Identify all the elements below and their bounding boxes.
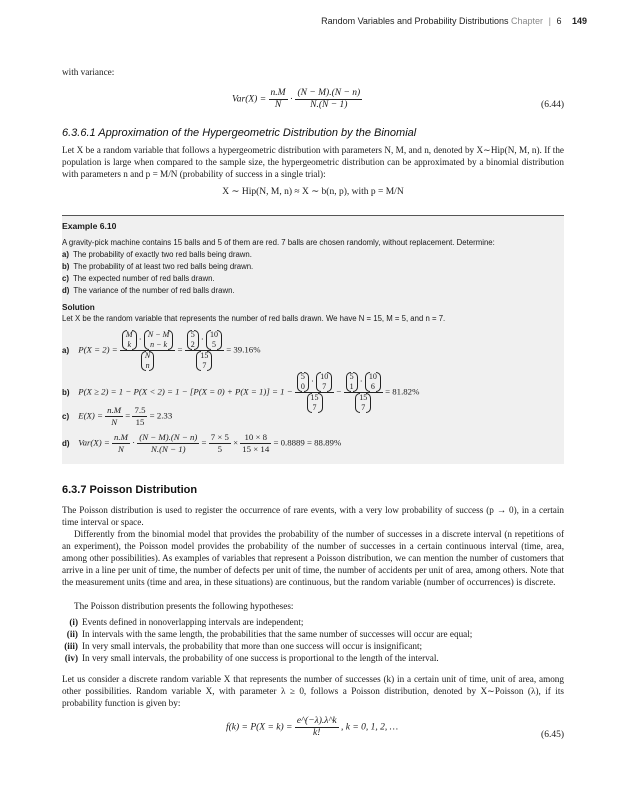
- eq645-lhs: f(k) = P(X = k) =: [226, 722, 293, 733]
- binom-bottom: k: [127, 340, 131, 349]
- binom: [307, 393, 323, 413]
- example-item: [62, 262, 253, 271]
- frac-num: n.M: [114, 432, 128, 442]
- solution-d: [62, 432, 341, 455]
- sol-b-expression: P(X ≥ 2) = 1 − P(X < 2) = 1 − [P(X = 0) + P(X = 1)] = 1 −: [78, 386, 293, 397]
- binom-bottom: 7: [202, 361, 207, 370]
- equals: =: [177, 344, 183, 355]
- approximation-equation: X ∼ Hip(N, M, n) ≈ X ∼ b(n, p), with p = M/N: [222, 187, 404, 197]
- header-chapter-number: 6: [556, 16, 562, 26]
- sol-d-lhs: Var(X) =: [78, 437, 110, 448]
- hypothesis-label: (ii): [66, 629, 78, 639]
- sol-d-result: = 0.8889 = 88.89%: [273, 437, 342, 448]
- eq644-dot: ·: [289, 94, 294, 105]
- binom-bottom: 5: [212, 340, 217, 349]
- frac-num: n.M: [107, 405, 122, 415]
- eq645-tail: , k = 0, 1, 2, …: [341, 722, 399, 733]
- solution-c: [62, 405, 172, 428]
- sol-b-frac2-den: [344, 393, 383, 413]
- hypothesis-item: [62, 640, 422, 652]
- binom: [196, 351, 212, 371]
- sol-a-general-frac: [120, 330, 175, 371]
- binom-bottom: 6: [370, 382, 375, 391]
- dot: ·: [138, 334, 142, 345]
- dot: ·: [132, 437, 136, 448]
- binom: [206, 330, 222, 350]
- eq644-f1-num: n.M: [270, 88, 286, 98]
- binom-top: M: [125, 330, 133, 339]
- solution-text: Let X be the random variable that represents the number of red balls drawn. We have N = 15, M = 5, and n = 7.: [62, 314, 446, 323]
- solution-heading: Solution: [62, 303, 95, 312]
- sol-a-result: = 39.16%: [226, 344, 261, 355]
- binom-top: 10: [210, 330, 219, 339]
- header-chapter-label: Chapter: [511, 16, 544, 26]
- example-item: [62, 274, 215, 283]
- binom-top: 15: [200, 351, 209, 360]
- item-label: a): [62, 250, 69, 259]
- section-6-3-6-1-paragraph: Let X be a random variable that follows a hypergeometric distribution with parameters N, M, and n, denoted by X∼Hip(N, M, n). If the population is large when compared to the sample size, the hypergeometric distribution can be approximated by a binomial distribution with parameters n and p = M/N (probability of success in a single trial):: [62, 145, 564, 179]
- with-variance-text: with variance:: [62, 67, 115, 77]
- minus: −: [336, 386, 342, 397]
- item-label: b): [62, 262, 70, 271]
- equals: =: [201, 437, 207, 448]
- item-label: d): [62, 286, 70, 295]
- hypothesis-label: (iv): [64, 653, 78, 663]
- hypothesis-label: (iii): [64, 641, 78, 651]
- frac-den: 15 × 14: [242, 444, 270, 454]
- binom-top: 5: [300, 372, 305, 381]
- sol-a-general-num: [120, 330, 175, 351]
- eq645-frac: [295, 716, 339, 739]
- binom-bottom: 1: [349, 382, 354, 391]
- item-text: The probability of at least two red balls being drawn.: [73, 262, 254, 271]
- equation-6-44: [232, 88, 362, 111]
- binom: [297, 372, 309, 392]
- hypothesis-item: [62, 628, 472, 640]
- hypothesis-text: In intervals with the same length, the probabilities that the same number of successes will occur are equal;: [82, 629, 473, 639]
- sol-d-frac3: [209, 432, 231, 455]
- item-text: The variance of the number of red balls drawn.: [73, 286, 235, 295]
- hypothesis-text: In very small intervals, the probability that more than one success will occur is insignificant;: [82, 641, 423, 651]
- frac-den: N.(N − 1): [151, 444, 186, 454]
- eq644-frac2: [295, 88, 362, 111]
- sol-a-numeric-den: [185, 351, 224, 371]
- sol-d-frac4: [240, 432, 271, 455]
- sol-b-frac1-num: [295, 372, 334, 393]
- poisson-paragraph-4: Let us consider a discrete random variable X that represents the number of successes (k) in a certain unit of time, unit of area, among other possibilities. Random variable X, with parameter λ ≥ 0, follows a Poisson distribution, denoted by X∼Poisson (λ), if its probability function is given by:: [62, 674, 564, 708]
- example-item: [62, 286, 235, 295]
- frac-num: 10 × 8: [240, 432, 271, 444]
- binom-top: 10: [368, 372, 377, 381]
- binom-top: 15: [310, 393, 319, 402]
- poisson-paragraph-3: The Poisson distribution presents the following hypotheses:: [74, 601, 294, 611]
- section-heading-6-3-7: 6.3.7 Poisson Distribution: [62, 484, 198, 496]
- sol-a-lhs: P(X = 2) =: [78, 344, 118, 355]
- eq644-frac1: [269, 88, 288, 111]
- frac-den: 15: [135, 417, 145, 427]
- example-title: Example 6.10: [62, 221, 117, 231]
- hypothesis-text: In very small intervals, the probability of one success is proportional to the length of the interval.: [82, 653, 439, 663]
- sol-a-numeric-num: [185, 330, 224, 351]
- example-item: [62, 250, 252, 259]
- header-separator: |: [548, 16, 551, 26]
- binom-bottom: 2: [190, 340, 195, 349]
- eq645-den: k!: [313, 728, 321, 738]
- binom: [141, 351, 154, 371]
- sol-a-label: a): [62, 345, 70, 355]
- equation-6-45: [226, 716, 398, 739]
- binom: [187, 330, 199, 350]
- binom-bottom: 7: [322, 382, 327, 391]
- binom: [144, 330, 173, 350]
- item-text: The expected number of red balls drawn.: [72, 274, 215, 283]
- binom: [346, 372, 358, 392]
- frac-num: 7.5: [134, 405, 146, 415]
- dot: ·: [359, 376, 363, 387]
- sol-c-frac1: [105, 405, 123, 428]
- binom: [365, 372, 381, 392]
- equals: =: [125, 410, 131, 421]
- binom-bottom: n − k: [150, 340, 168, 349]
- binom-bottom: 0: [300, 382, 305, 391]
- equation-number-6-45: (6.45): [541, 730, 564, 740]
- example-statement: A gravity-pick machine contains 15 balls and 5 of them are red. 7 balls are chosen randomly, without replacement. Determine:: [62, 238, 495, 247]
- frac-num: (N − M).(N − n): [139, 432, 198, 442]
- hypothesis-label: (i): [69, 617, 78, 627]
- sol-a-numeric-frac: [185, 330, 224, 371]
- sol-b-label: b): [62, 387, 70, 397]
- sol-b-frac1-den: [295, 393, 334, 413]
- binom-top: N − M: [147, 330, 170, 339]
- poisson-paragraph-1: The Poisson distribution is used to register the occurrence of rare events, with a very low probability of success (p → 0), in a certain time interval or space.: [62, 505, 564, 527]
- eq644-f1-den: N: [274, 100, 282, 110]
- sol-d-frac2: [137, 432, 199, 455]
- sol-b-result: = 81.82%: [385, 386, 420, 397]
- binom: [316, 372, 332, 392]
- sol-c-frac2: [132, 405, 147, 428]
- binom-bottom: n: [145, 361, 150, 370]
- binom-top: 10: [320, 372, 329, 381]
- section-heading-6-3-6-1: 6.3.6.1 Approximation of the Hypergeometric Distribution by the Binomial: [62, 127, 417, 139]
- hypothesis-item: [62, 652, 439, 664]
- binom-top: N: [144, 351, 151, 360]
- eq644-f2-den: N.(N − 1): [310, 100, 348, 110]
- dot: ·: [200, 334, 204, 345]
- sol-a-general-den: [120, 351, 175, 371]
- frac-den: N: [118, 444, 124, 454]
- equation-number-6-44: (6.44): [541, 100, 564, 110]
- sol-d-label: d): [62, 438, 70, 448]
- binom-top: 15: [359, 393, 368, 402]
- times: ×: [233, 437, 239, 448]
- eq645-num: e^(−λ).λ^k: [296, 716, 337, 726]
- binom-top: 5: [349, 372, 354, 381]
- poisson-paragraph-2: Differently from the binomial model that provides the probability of the number of successes in a discrete interval (n repetitions of an experiment), the Poisson model provides the probability of the number of successes in a certain continuous interval (time, area, among other possibilities). As examples of variables that represent a Poisson distribution, we can mention the number of customers that arrive in a line per unit of time, the number of defects per unit of time, the number of accidents per unit of area, among others. Note that the measurement units (time and area, in these situations) are continuous, but the random variable (number of occurrences) is discrete.: [62, 529, 564, 587]
- binom: [355, 393, 371, 413]
- page-number: 149: [571, 16, 587, 26]
- frac-num: 7 × 5: [210, 432, 229, 442]
- frac-den: 5: [217, 444, 222, 454]
- sol-c-label: c): [62, 411, 70, 421]
- hypothesis-item: [62, 616, 303, 628]
- item-label: c): [62, 274, 69, 283]
- binom: [122, 330, 137, 350]
- eq644-f2-num: (N − M).(N − n): [297, 88, 361, 98]
- frac-den: N: [111, 417, 118, 427]
- header-title: Random Variables and Probability Distributions: [321, 16, 509, 26]
- sol-d-frac1: [112, 432, 130, 455]
- item-text: The probability of exactly two red balls being drawn.: [72, 250, 252, 259]
- sol-b-frac2-num: [344, 372, 383, 393]
- solution-a: [62, 330, 261, 371]
- eq644-lhs: Var(X) =: [232, 94, 267, 105]
- running-header: [321, 16, 587, 26]
- sol-c-result: = 2.33: [149, 410, 173, 421]
- binom-bottom: 7: [312, 403, 317, 412]
- sol-b-frac2: [344, 372, 383, 413]
- hypothesis-text: Events defined in nonoverlapping intervals are independent;: [82, 617, 304, 627]
- sol-c-lhs: E(X) =: [78, 410, 103, 421]
- dot: ·: [311, 376, 314, 387]
- sol-b-frac1: [295, 372, 334, 413]
- binom-top: 5: [190, 330, 195, 339]
- binom-bottom: 7: [361, 403, 366, 412]
